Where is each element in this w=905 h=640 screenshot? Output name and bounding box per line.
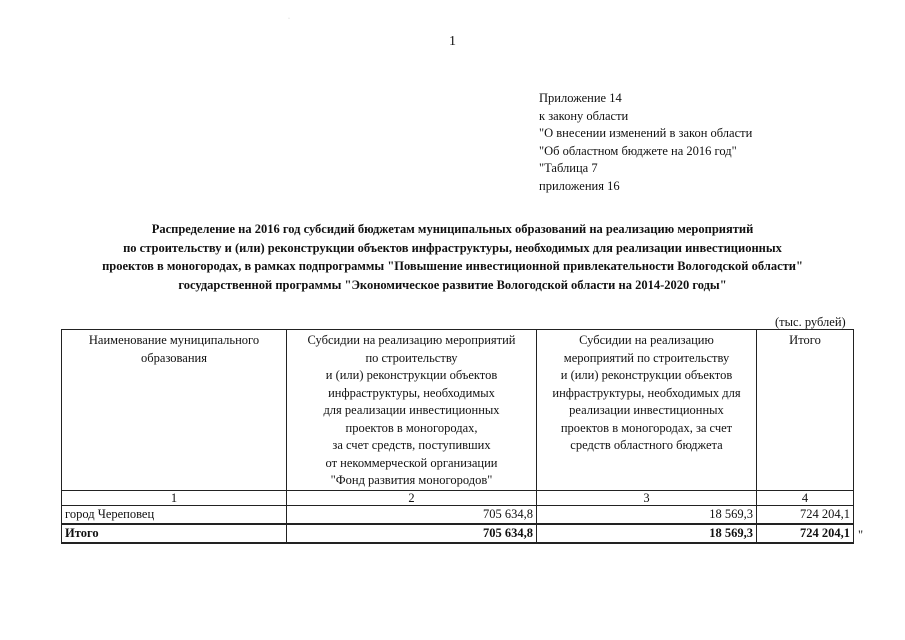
header-text: за счет средств, поступивших	[332, 438, 491, 452]
grand-total: 724 204,1	[757, 524, 854, 543]
header-text: проектов в моногородах, за счет	[560, 420, 733, 435]
total-value: 724 204,1	[757, 505, 854, 524]
header-text: и (или) реконструкции объектов	[325, 368, 498, 382]
document-title	[40, 220, 865, 294]
column-number: 4	[757, 490, 854, 505]
regional-subsidy-value: 18 569,3	[537, 505, 757, 524]
appendix-line: Приложение 14	[539, 91, 622, 105]
header-text: "Фонд развития моногородов"	[330, 473, 493, 487]
header-text: от некоммерческой организации	[325, 455, 498, 470]
header-text: инфраструктуры, необходимых для	[552, 385, 741, 400]
header-text: проектов в моногородах,	[345, 420, 478, 435]
subsidy-table	[61, 329, 854, 544]
header-text: Итого	[789, 333, 821, 347]
units-label: (тыс. рублей)	[775, 315, 846, 329]
appendix-line: "Таблица 7	[539, 161, 598, 175]
page-number: 1	[449, 34, 456, 49]
header-text: Наименование муниципального	[88, 333, 260, 347]
header-text: инфраструктуры, необходимых	[328, 385, 495, 400]
header-text: Субсидии на реализацию	[579, 333, 714, 347]
header-text: для реализации инвестиционных	[323, 403, 500, 417]
federal-subsidy-value: 705 634,8	[287, 505, 537, 524]
column-number: 3	[537, 490, 757, 505]
header-text: по строительству	[365, 350, 458, 365]
appendix-header	[539, 90, 752, 195]
header-text: и (или) реконструкции объектов	[560, 368, 733, 382]
title-line: государственной программы "Экономическое развитие Вологодской области на 2014-2020 годы"	[178, 277, 727, 292]
header-col-federal-subsidy	[287, 330, 537, 491]
title-line: Распределение на 2016 год субсидий бюджетам муниципальных образований на реализацию мероприятий	[151, 222, 754, 236]
table-header-row	[62, 330, 854, 491]
appendix-line: приложения 16	[539, 178, 620, 193]
header-text: реализации инвестиционных	[569, 403, 724, 417]
header-text: образования	[141, 350, 207, 365]
closing-quote: "	[858, 528, 864, 542]
total-federal-subsidy: 705 634,8	[287, 524, 537, 543]
title-line: по строительству и (или) реконструкции объектов инфраструктуры, необходимых для реализации инвестиционных	[123, 240, 782, 255]
column-number: 1	[62, 490, 287, 505]
total-regional-subsidy: 18 569,3	[537, 524, 757, 543]
scan-speck: ·	[288, 16, 290, 22]
municipality-name: город Череповец	[62, 505, 287, 524]
header-col-municipality	[62, 330, 287, 491]
title-line: проектов в моногородах, в рамках подпрограммы "Повышение инвестиционной привлекательности Вологодской области"	[102, 259, 803, 273]
appendix-line: "О внесении изменений в закон области	[539, 126, 753, 140]
appendix-line: "Об областном бюджете на 2016 год"	[539, 143, 737, 158]
header-text: мероприятий по строительству	[563, 350, 730, 365]
table-row	[62, 505, 854, 524]
total-row	[62, 524, 854, 543]
header-text: средств областного бюджета	[570, 438, 723, 452]
appendix-line: к закону области	[539, 108, 629, 123]
header-text: Субсидии на реализацию мероприятий	[307, 333, 516, 347]
column-number: 2	[287, 490, 537, 505]
header-col-regional-subsidy	[537, 330, 757, 491]
header-col-total	[757, 330, 854, 491]
column-number-row	[62, 490, 854, 505]
total-label: Итого	[62, 524, 287, 543]
